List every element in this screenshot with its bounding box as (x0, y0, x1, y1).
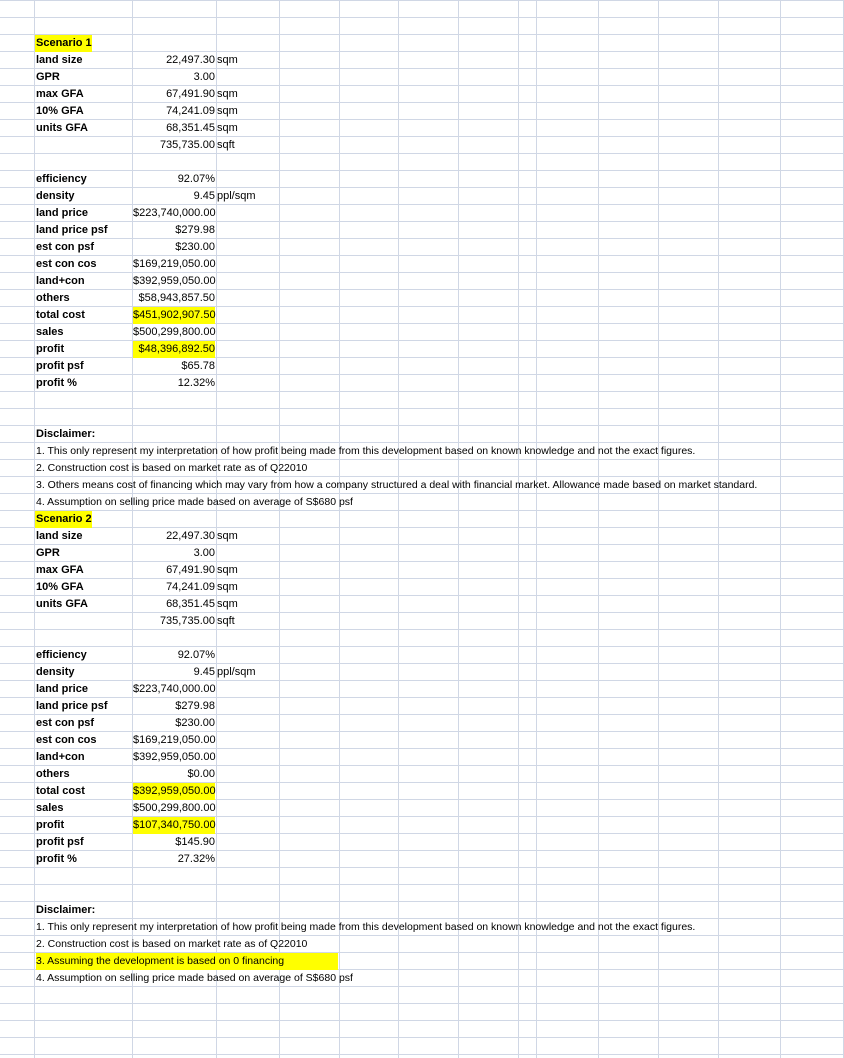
row-label[interactable]: profit psf (36, 360, 84, 372)
row-value[interactable]: 9.45 (193, 666, 215, 678)
row-value[interactable]: $145.90 (175, 836, 215, 848)
row-value[interactable]: 3.00 (193, 71, 215, 83)
scenario-title[interactable]: Scenario 2 (35, 511, 92, 528)
scenario-title[interactable]: Scenario 1 (35, 35, 92, 52)
row-unit[interactable]: sqm (217, 598, 238, 610)
column-gridline (398, 0, 399, 1058)
row-label[interactable]: profit (36, 819, 65, 831)
row-value[interactable]: 27.32% (177, 853, 215, 865)
row-unit[interactable]: sqft (217, 615, 235, 627)
row-value[interactable]: $451,902,907.50 (133, 307, 215, 324)
row-value[interactable]: 68,351.45 (166, 122, 215, 134)
row-label[interactable]: max GFA (36, 564, 84, 576)
row-value[interactable]: 74,241.09 (166, 581, 215, 593)
row-label[interactable]: total cost (36, 309, 85, 321)
row-unit[interactable]: sqft (217, 139, 235, 151)
row-value[interactable]: 22,497.30 (166, 54, 215, 66)
disclaimer-heading[interactable]: Disclaimer: (36, 904, 96, 916)
row-value[interactable]: $223,740,000.00 (133, 207, 216, 219)
row-label[interactable]: others (36, 768, 70, 780)
row-label[interactable]: est con cos (36, 258, 97, 270)
row-label[interactable]: est con psf (36, 717, 95, 729)
row-value[interactable]: 735,735.00 (159, 139, 215, 151)
column-gridline (518, 0, 519, 1058)
row-label[interactable]: max GFA (36, 88, 84, 100)
disclaimer-note[interactable]: 2. Construction cost is based on market rate as of Q22010 (36, 938, 308, 950)
row-label[interactable]: sales (36, 326, 64, 338)
disclaimer-note[interactable]: 3. Assuming the development is based on 0 financing (36, 953, 338, 970)
row-label[interactable]: 10% GFA (36, 105, 84, 117)
column-gridline (339, 0, 340, 1058)
row-value[interactable]: 3.00 (193, 547, 215, 559)
row-label[interactable]: efficiency (36, 173, 87, 185)
row-label[interactable]: est con cos (36, 734, 97, 746)
row-value[interactable]: 92.07% (177, 173, 215, 185)
row-label[interactable]: land price (36, 683, 88, 695)
column-gridline (536, 0, 537, 1058)
disclaimer-note[interactable]: 1. This only represent my interpretation of how profit being made from this development based on known knowledge and not the exact figures. (36, 921, 696, 933)
row-value[interactable]: $500,299,800.00 (133, 326, 216, 338)
row-value[interactable]: 67,491.90 (166, 564, 215, 576)
row-label[interactable]: profit psf (36, 836, 84, 848)
row-label[interactable]: land price (36, 207, 88, 219)
row-label[interactable]: total cost (36, 785, 85, 797)
row-label[interactable]: efficiency (36, 649, 87, 661)
row-value[interactable]: $500,299,800.00 (133, 802, 216, 814)
row-value[interactable]: 67,491.90 (166, 88, 215, 100)
row-label[interactable]: land+con (36, 751, 85, 763)
row-value[interactable]: $107,340,750.00 (133, 817, 215, 834)
row-label[interactable]: GPR (36, 547, 60, 559)
column-gridline (718, 0, 719, 1058)
row-value[interactable]: $169,219,050.00 (133, 734, 216, 746)
row-value[interactable]: 12.32% (177, 377, 215, 389)
row-label[interactable]: land size (36, 530, 83, 542)
row-value[interactable]: $279.98 (175, 224, 215, 236)
column-gridline (658, 0, 659, 1058)
row-label[interactable]: sales (36, 802, 64, 814)
row-label[interactable]: 10% GFA (36, 581, 84, 593)
row-value[interactable]: $392,959,050.00 (133, 751, 216, 763)
row-unit[interactable]: ppl/sqm (217, 666, 256, 678)
row-value[interactable]: $392,959,050.00 (133, 275, 216, 287)
row-value[interactable]: $230.00 (175, 241, 215, 253)
row-label[interactable]: est con psf (36, 241, 95, 253)
row-value[interactable]: 74,241.09 (166, 105, 215, 117)
column-gridline (780, 0, 781, 1058)
disclaimer-note[interactable]: 4. Assumption on selling price made based on average of S$680 psf (36, 972, 353, 984)
row-label[interactable]: others (36, 292, 70, 304)
column-gridline (279, 0, 280, 1058)
disclaimer-note[interactable]: 4. Assumption on selling price made based on average of S$680 psf (36, 496, 353, 508)
row-label[interactable]: profit % (36, 853, 77, 865)
row-unit[interactable]: ppl/sqm (217, 190, 256, 202)
column-gridline (34, 0, 35, 1058)
row-label[interactable]: density (36, 666, 75, 678)
row-label[interactable]: land+con (36, 275, 85, 287)
row-value[interactable]: 735,735.00 (159, 615, 215, 627)
row-unit[interactable]: sqm (217, 530, 238, 542)
row-value[interactable]: 9.45 (193, 190, 215, 202)
row-unit[interactable]: sqm (217, 54, 238, 66)
row-value[interactable]: $0.00 (187, 768, 215, 780)
row-unit[interactable]: sqm (217, 88, 238, 100)
column-gridline (598, 0, 599, 1058)
row-label[interactable]: land price psf (36, 700, 108, 712)
disclaimer-heading[interactable]: Disclaimer: (36, 428, 96, 440)
row-label[interactable]: density (36, 190, 75, 202)
row-label[interactable]: profit (36, 343, 65, 355)
row-value[interactable]: 22,497.30 (166, 530, 215, 542)
row-value[interactable]: 92.07% (177, 649, 215, 661)
row-label[interactable]: land price psf (36, 224, 108, 236)
row-label[interactable]: land size (36, 54, 83, 66)
column-gridline (458, 0, 459, 1058)
disclaimer-note[interactable]: 2. Construction cost is based on market rate as of Q22010 (36, 462, 308, 474)
row-unit[interactable]: sqm (217, 581, 238, 593)
row-value[interactable]: 68,351.45 (166, 598, 215, 610)
row-value[interactable]: $223,740,000.00 (133, 683, 216, 695)
row-label[interactable]: profit % (36, 377, 77, 389)
row-value[interactable]: $58,943,857.50 (138, 292, 215, 304)
row-unit[interactable]: sqm (217, 564, 238, 576)
row-unit[interactable]: sqm (217, 122, 238, 134)
row-unit[interactable]: sqm (217, 105, 238, 117)
row-value[interactable]: $279.98 (175, 700, 215, 712)
row-value[interactable]: $230.00 (175, 717, 215, 729)
row-value[interactable]: $65.78 (181, 360, 215, 372)
row-value[interactable]: $48,396,892.50 (133, 341, 215, 358)
row-label[interactable]: GPR (36, 71, 60, 83)
disclaimer-note[interactable]: 1. This only represent my interpretation of how profit being made from this development based on known knowledge and not the exact figures. (36, 445, 696, 457)
row-value[interactable]: $392,959,050.00 (133, 783, 215, 800)
row-label[interactable]: units GFA (36, 122, 88, 134)
row-value[interactable]: $169,219,050.00 (133, 258, 216, 270)
disclaimer-note[interactable]: 3. Others means cost of financing which may vary from how a company structured a deal with financial market. Allowance made based on market standard. (36, 479, 758, 491)
row-label[interactable]: units GFA (36, 598, 88, 610)
